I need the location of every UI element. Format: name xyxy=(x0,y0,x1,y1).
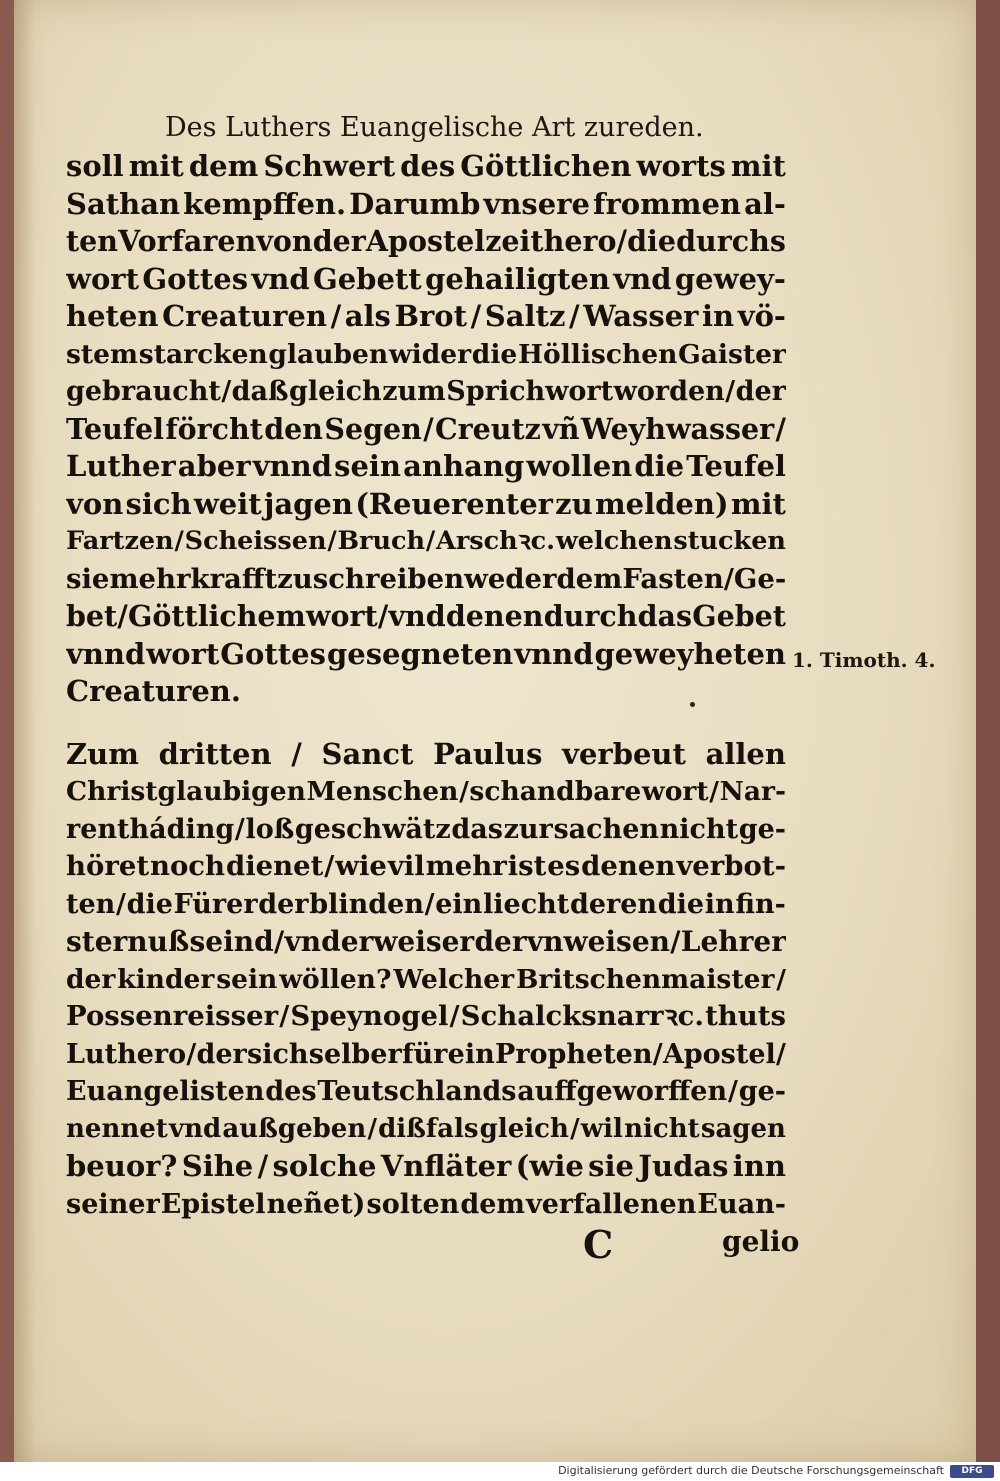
text-line: gebraucht / daß gleich zum Sprichwort worden / der xyxy=(66,376,786,407)
text-line: der kinder sein wöllen? Welcher Britschenmaister / xyxy=(66,963,786,995)
footer-bar xyxy=(0,1462,1000,1481)
gutter-shadow xyxy=(14,0,36,1462)
ink-dot xyxy=(690,702,695,707)
text-line: Christglaubigen Menschen / schandbare wort / Nar- xyxy=(66,776,786,807)
text-line: nennet vnd außgeben / dißfals gleich / wil nicht sagen xyxy=(66,1113,786,1144)
text-line: seiner Epistel neñet) solten dem verfallenen Euan- xyxy=(66,1188,786,1220)
catchword: gelio xyxy=(722,1225,800,1258)
text-line: rentháding / loß geschwätz das zur sachen nicht ge- xyxy=(66,813,786,845)
running-head: Des Luthers Euangelische Art zureden. xyxy=(165,112,704,143)
text-line: Euangelisten des Teutschlands auffgeworffen / ge- xyxy=(66,1076,786,1107)
text-line: bet / Göttlichem wort / vnd denen durch das Gebet xyxy=(66,599,786,633)
text-line: Creaturen. xyxy=(66,674,241,708)
text-line: Fartzen / Scheissen / Bruch / Arsch ꝛc. welchen stucken xyxy=(66,526,786,556)
text-line: sie mehr krafft zuschreiben weder dem Fasten / Ge- xyxy=(66,562,786,595)
text-line: Zum dritten / Sanct Paulus verbeut allen xyxy=(66,736,786,771)
text-line: beuor? Sihe / solche Vnfläter (wie sie Judas inn xyxy=(66,1149,786,1183)
text-line: Luthero / der sich selber für ein Propheten / Apostel / xyxy=(66,1038,786,1070)
dfg-logo: DFG xyxy=(950,1465,994,1478)
text-line: stem starcken glauben wider die Höllischen Gaister xyxy=(66,338,786,370)
text-line: höret noch dienet / wie vil mehr ist es denen verbot- xyxy=(66,850,786,882)
text-line: sternuß seind / vnderweiser der vnweisen / Lehrer xyxy=(66,925,786,958)
text-line: ten Vorfaren von der Apostel zeit hero / die durchs xyxy=(66,224,786,258)
text-line: soll mit dem Schwert des Göttlichen worts mit xyxy=(66,149,786,183)
text-line: von sich weit jagen (Reuerenter zu melden) mit xyxy=(66,486,786,521)
text-line: wort Gottes vnd Gebett gehailigten vnd gewey- xyxy=(66,261,786,296)
footer-credit: Digitalisierung gefördert durch die Deutsche Forschungsgemeinschaft xyxy=(558,1464,944,1477)
text-line: heten Creaturen / als Brot / Saltz / Wasser in vö- xyxy=(66,299,786,333)
signature-mark: C xyxy=(583,1222,614,1267)
text-block xyxy=(66,148,786,1223)
text-line: ten / die Fürer der blinden / ein liecht deren die in fin- xyxy=(66,888,786,920)
text-line: Luther aber vnnd sein anhang wollen die Teufel xyxy=(66,449,786,483)
text-line: vnnd wort Gottes gesegneten vnnd geweyheten xyxy=(66,636,786,671)
margin-note: 1. Timoth. 4. xyxy=(792,648,936,672)
text-line: Possenreisser / Speynogel / Schalcksnarr ꝛc. thuts xyxy=(66,1000,786,1032)
text-line: Sathan kempffen. Darumb vnsere frommen al- xyxy=(66,186,786,221)
paragraph-gap xyxy=(66,711,786,736)
text-line: Teufel förcht den Segen / Creutz vñ Weyhwasser / xyxy=(66,411,786,446)
